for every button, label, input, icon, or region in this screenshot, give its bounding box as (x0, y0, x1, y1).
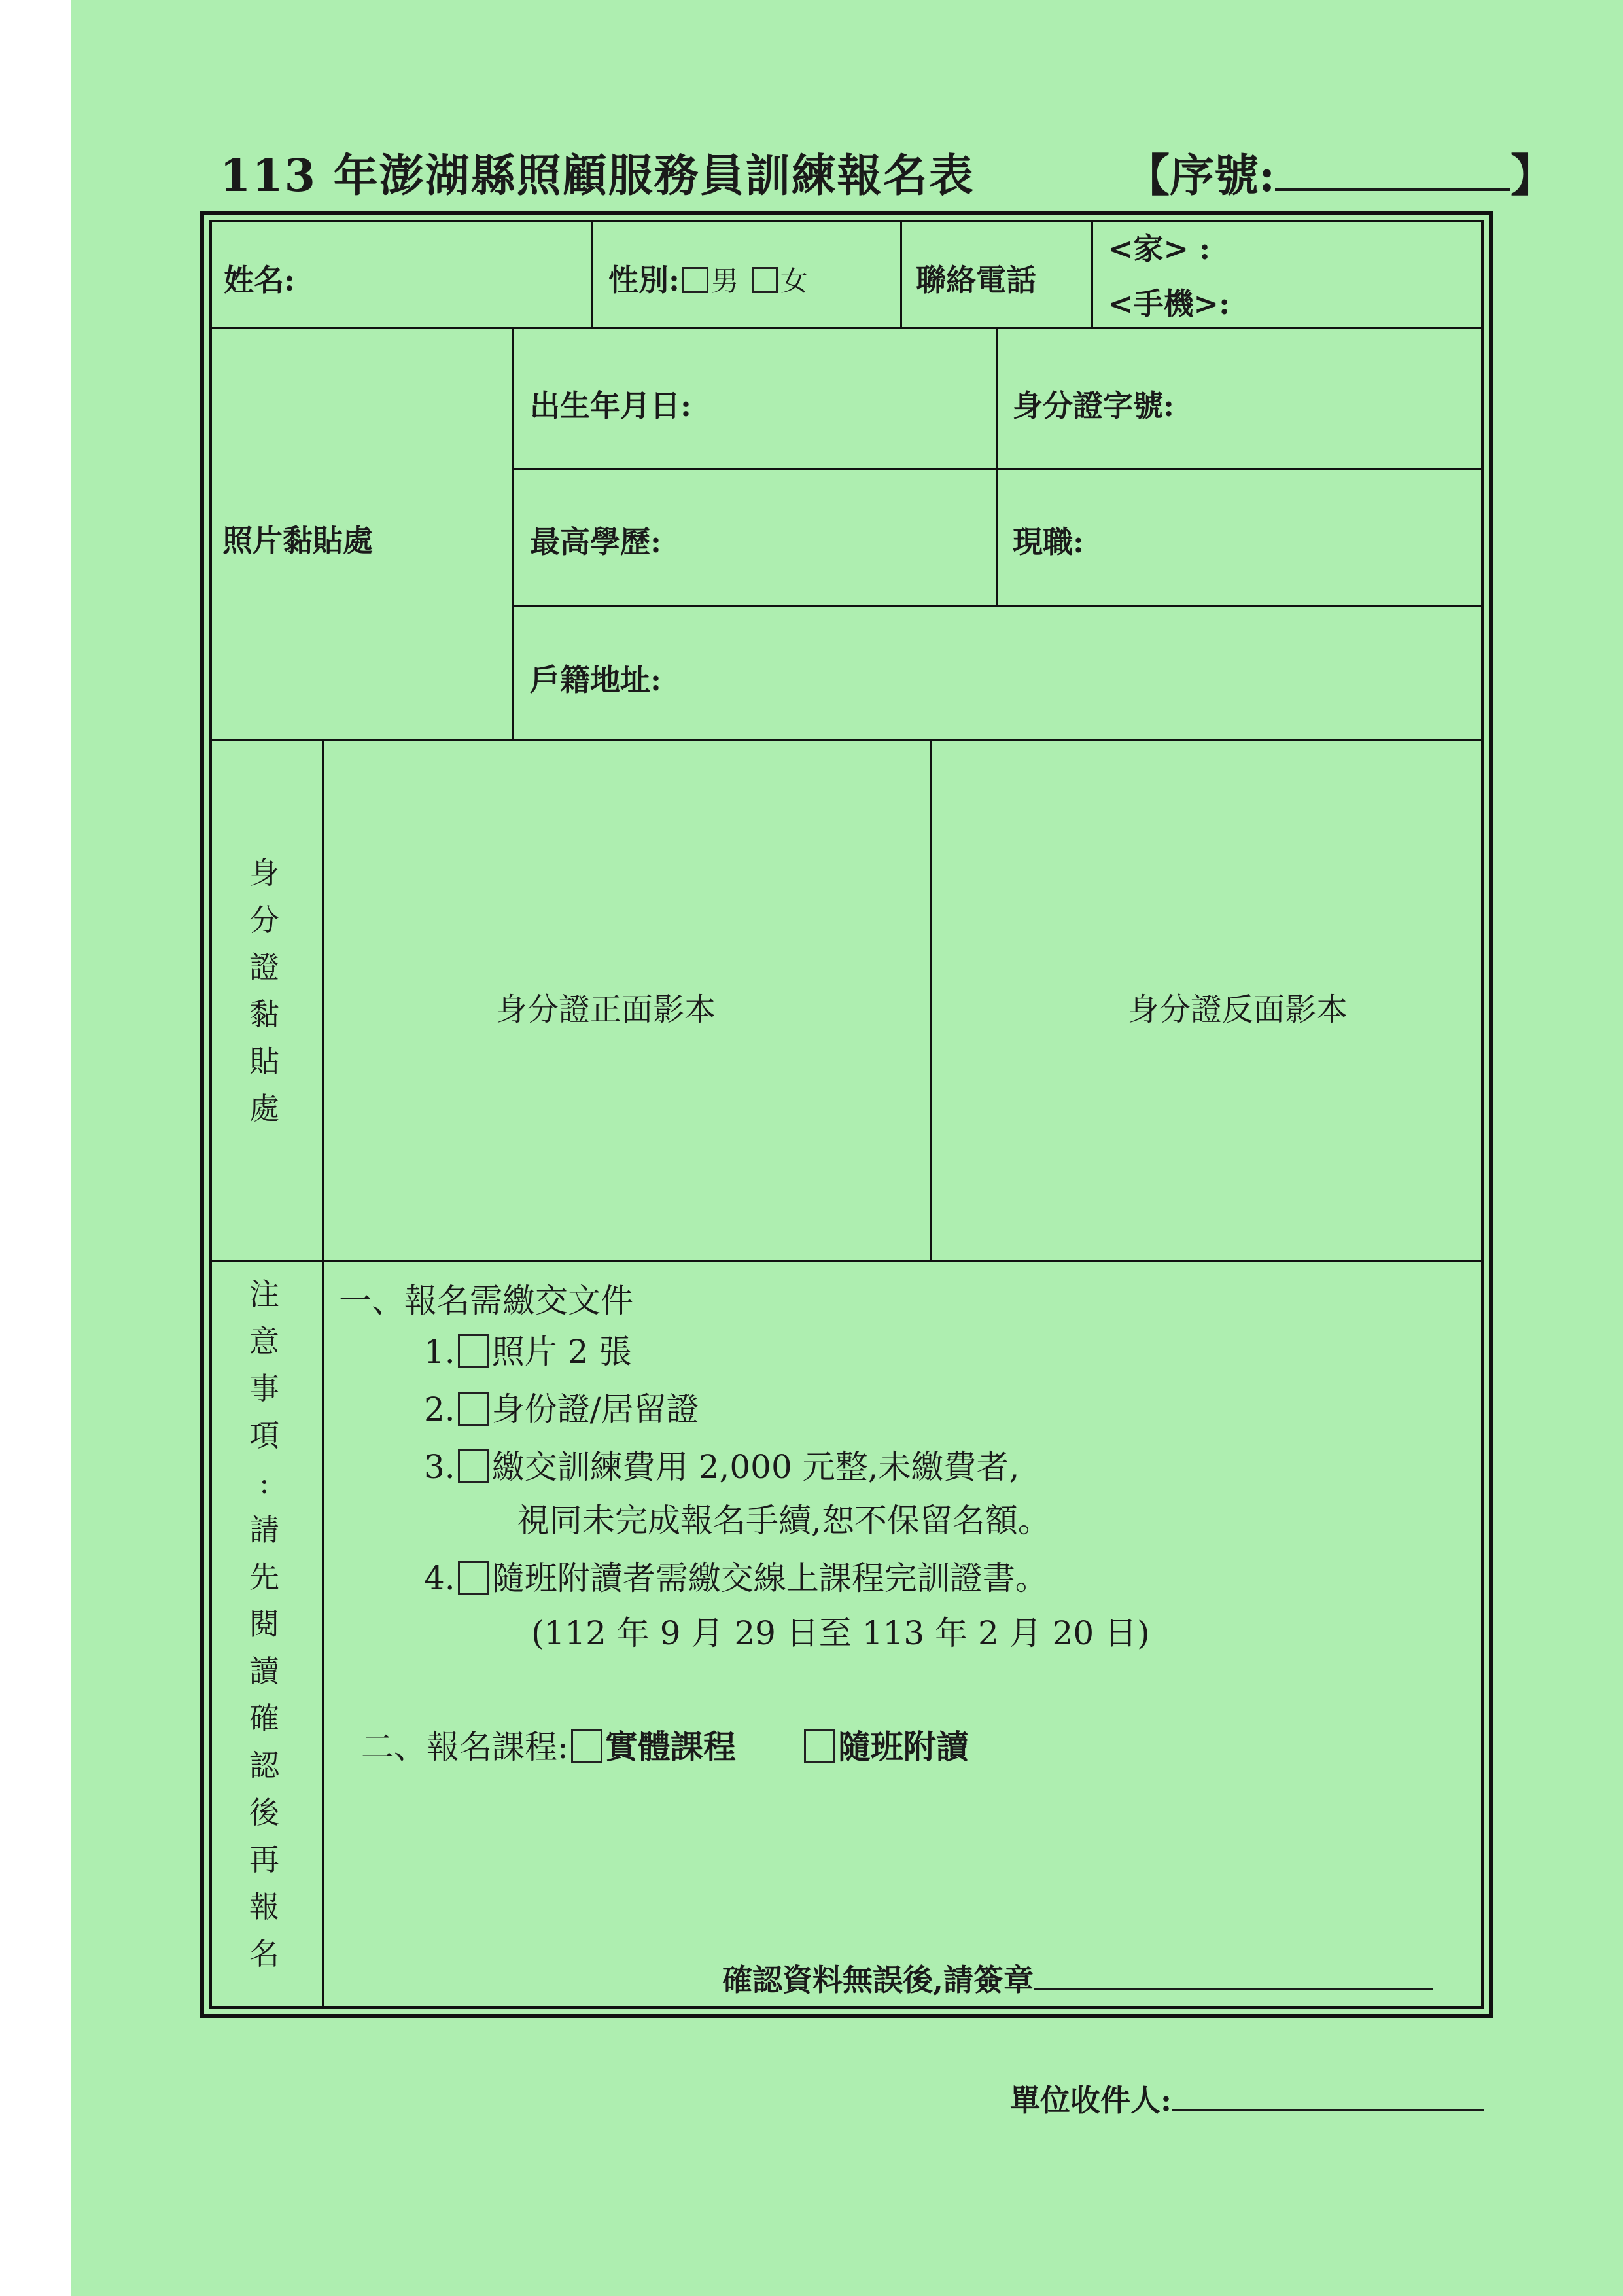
signature-line[interactable] (1034, 1962, 1433, 1990)
item4-checkbox[interactable] (458, 1561, 489, 1595)
notes-side-char: 閱 (249, 1606, 279, 1642)
item2-text: 身份證/居留證 (491, 1390, 699, 1428)
phone-label: 聯絡電話 (916, 262, 1036, 298)
education-label: 最高學歷: (530, 524, 661, 559)
row-divider (512, 605, 1484, 607)
notes-side-label (245, 1271, 284, 1977)
idcard-side-char: 處 (249, 1091, 279, 1126)
serial-blank[interactable] (1275, 152, 1510, 191)
notes-side-char: 事 (249, 1371, 279, 1406)
item4-text: 隨班附讀者需繳交線上課程完訓證書。 (491, 1559, 1048, 1597)
gender-female-checkbox[interactable] (752, 267, 778, 293)
col-divider (512, 327, 514, 739)
row-divider (512, 468, 1484, 470)
name-label: 姓名: (224, 262, 295, 298)
serial-close: 】 (1510, 150, 1556, 202)
birthdate-label: 出生年月日: (530, 388, 691, 423)
notes-side-char: 確 (249, 1701, 279, 1736)
row-divider (209, 1260, 1484, 1262)
notes-side-char: 讀 (249, 1653, 279, 1689)
item3-checkbox[interactable] (458, 1449, 489, 1483)
col-divider (930, 739, 932, 1260)
gender-male-label: 男 (710, 265, 739, 297)
course-auditing-label: 隨班附讀 (837, 1727, 969, 1766)
gender-male-checkbox[interactable] (682, 267, 708, 293)
receiver-field[interactable] (1010, 2077, 1484, 2120)
address-label: 戶籍地址: (530, 662, 661, 698)
notes-side-char: 先 (249, 1559, 279, 1595)
idcard-side-char: 身 (249, 855, 279, 891)
gender-label: 性別: (608, 262, 680, 298)
occupation-label: 現職: (1013, 524, 1084, 559)
gender-female-label: 女 (780, 265, 809, 297)
row-divider (209, 739, 1484, 741)
serial-number-field[interactable] (1125, 141, 1555, 204)
receiver-line[interactable] (1172, 2083, 1484, 2111)
item3-text-line2: 視同未完成報名手續,恕不保留名額。 (517, 1502, 1051, 1540)
notes-side-char: 請 (249, 1512, 279, 1547)
notes-side-char: 意 (249, 1324, 279, 1359)
col-divider (900, 220, 902, 327)
item4-text-line2: (112 年 9 月 29 日至 113 年 2 月 20 日) (531, 1614, 1150, 1652)
mobile-phone-label: <手機>: (1108, 286, 1230, 321)
item2-checkbox[interactable] (458, 1392, 489, 1426)
receiver-label: 單位收件人: (1010, 2083, 1172, 2118)
idcard-side-char: 黏 (249, 997, 279, 1032)
notes-side-char: 名 (249, 1936, 279, 1971)
gender-field[interactable] (608, 256, 808, 300)
col-divider (322, 739, 324, 2009)
idcard-back-label: 身分證反面影本 (1128, 991, 1348, 1028)
doc-item-photo[interactable] (424, 1326, 631, 1373)
item-number: 3. (424, 1448, 455, 1486)
doc-item-fee[interactable] (424, 1441, 1019, 1488)
course-auditing-checkbox[interactable] (804, 1729, 835, 1763)
col-divider (591, 220, 593, 327)
idcard-area-label (245, 849, 284, 1132)
serial-label: 【序號: (1125, 150, 1276, 202)
section1-title: 一、報名需繳交文件 (339, 1282, 633, 1320)
section2-title: 二、報名課程: (361, 1728, 568, 1766)
idcard-side-char: 分 (249, 902, 279, 938)
course-physical-label: 實體課程 (604, 1727, 736, 1766)
doc-item-certificate[interactable] (424, 1552, 1048, 1599)
item1-checkbox[interactable] (458, 1334, 489, 1368)
signature-label: 確認資料無誤後,請簽章 (722, 1962, 1034, 1998)
home-phone-label: <家> : (1108, 231, 1211, 266)
col-divider (1091, 220, 1093, 327)
item1-text: 照片 2 張 (491, 1333, 632, 1371)
photo-area-label: 照片黏貼處 (222, 523, 373, 558)
notes-side-char: 後 (249, 1795, 279, 1830)
notes-side-char: 注 (249, 1277, 279, 1312)
item3-text: 繳交訓練費用 2,000 元整,未繳費者, (491, 1448, 1020, 1486)
idcard-front-label: 身分證正面影本 (496, 991, 716, 1028)
notes-side-char: 再 (249, 1842, 279, 1877)
item-number: 2. (424, 1390, 455, 1428)
course-physical-checkbox[interactable] (571, 1729, 602, 1763)
item-number: 1. (424, 1333, 455, 1371)
notes-side-char: 報 (249, 1889, 279, 1924)
col-divider (996, 327, 998, 605)
form-title: 113 年澎湖縣照顧服務員訓練報名表 (220, 150, 975, 202)
id-number-label: 身分證字號: (1013, 388, 1174, 423)
signature-field[interactable] (722, 1956, 1433, 2000)
notes-side-char: 項 (249, 1418, 279, 1453)
doc-item-id[interactable] (424, 1383, 699, 1430)
notes-side-char: : (259, 1465, 270, 1500)
course-selection[interactable] (361, 1721, 969, 1768)
notes-side-char: 認 (249, 1748, 279, 1783)
idcard-side-char: 貼 (249, 1044, 279, 1079)
item-number: 4. (424, 1559, 455, 1597)
idcard-side-char: 證 (249, 949, 279, 985)
row-divider (209, 327, 1484, 329)
